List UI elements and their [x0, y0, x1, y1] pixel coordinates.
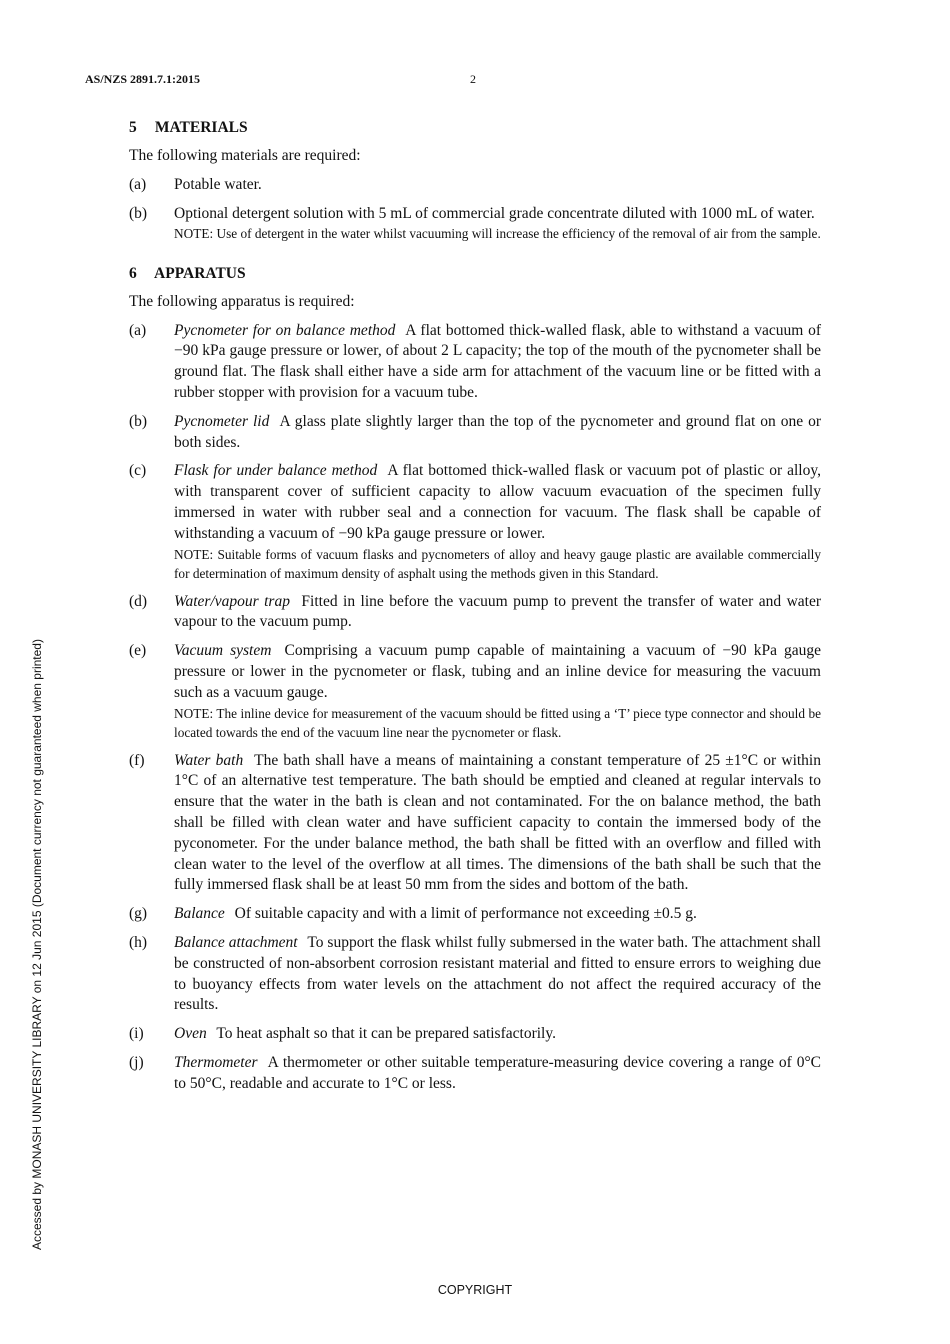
list-item — [129, 1024, 821, 1045]
item-term: Balance — [174, 905, 225, 923]
item-text: A flat bottomed thick-walled flask, able to withstand a vacuum of −90 kPa gauge pressure or lower, of about 2 L capacity; the top of the mouth of the pycnometer shall be ground flat. The flask shall either have a side arm for attachment of the vacuum line or be fitted with a rubber stopper with provision for a vacuum tube. — [174, 321, 821, 402]
copyright-footer: COPYRIGHT — [437, 1283, 513, 1297]
list-item — [129, 461, 821, 583]
item-text: Comprising a vacuum pump capable of maintaining a vacuum of −90 kPa gauge pressure or lower in the pycnometer or flask, tubing and an inline device for measuring the vacuum such as a vacuum gauge. — [174, 642, 822, 701]
list-item — [129, 904, 821, 925]
item-term: Balance attachment — [174, 934, 298, 952]
item-term: Vacuum system — [174, 642, 272, 660]
section-lead: The following apparatus is required: — [129, 292, 355, 310]
item-text: A glass plate slightly larger than the top of the pycnometer and ground flat on one or both sides. — [174, 412, 821, 451]
access-watermark: Accessed by MONASH UNIVERSITY LIBRARY on 12 Jun 2015 (Document currency not guaranteed when printed) — [30, 639, 44, 1250]
list-item — [129, 321, 821, 404]
item-label: (j) — [129, 1054, 144, 1071]
item-text: Of suitable capacity and with a limit of performance not exceeding ±0.5 g. — [234, 905, 697, 923]
item-label: (g) — [129, 905, 148, 923]
item-text: Potable water. — [174, 175, 262, 193]
item-note: NOTE: The inline device for measurement of the vacuum should be fitted using a ‘T’ piece type connector and should be located towards the end of the vacuum line near the pycnometer or flask. — [174, 705, 821, 741]
page-number: 2 — [470, 72, 476, 86]
item-note: NOTE: Use of detergent in the water whilst vacuuming will increase the efficiency of the removal of air from the sample. — [174, 226, 821, 242]
item-text: A thermometer or other suitable temperature-measuring device covering a range of 0°C to 50°C, readable and accurate to 1°C or less. — [174, 1054, 821, 1092]
item-term: Thermometer — [174, 1054, 258, 1071]
item-label: (e) — [129, 642, 147, 660]
list-item — [129, 592, 821, 634]
list-item — [129, 933, 821, 1016]
item-label: (b) — [129, 204, 148, 222]
list-item — [129, 641, 821, 742]
document-body — [129, 118, 821, 1103]
item-term: Oven — [174, 1025, 207, 1043]
list-item — [129, 1053, 821, 1095]
section-heading-materials: 5 MATERIALS — [129, 119, 248, 136]
item-text: To heat asphalt so that it can be prepared satisfactorily. — [216, 1025, 556, 1043]
item-label: (b) — [129, 412, 148, 430]
list-item — [129, 412, 821, 454]
item-note: NOTE: Suitable forms of vacuum flasks and pycnometers of alloy and heavy gauge plastic are available commercially for determination of maximum density of asphalt using the methods given in this Standard. — [174, 546, 821, 582]
item-label: (c) — [129, 462, 147, 480]
list-item — [129, 175, 821, 196]
item-text: Fitted in line before the vacuum pump to prevent the transfer of water and water vapour to the vacuum pump. — [174, 592, 822, 631]
item-text: Optional detergent solution with 5 mL of commercial grade concentrate diluted with 1000 mL of water. — [174, 204, 815, 222]
list-item — [129, 751, 821, 897]
item-text: The bath shall have a means of maintaining a constant temperature of 25 ±1°C or within 1°C of an alternative test temperature. The bath should be emptied and cleaned at regular intervals to ensure that the water in the bath is clean and not contaminated. For the on balance method, the bath shall be filled with clean water and have sufficient capacity to contain the immersed body of the pyconometer. For the under balance method, the bath shall be fitted with an overflow and filled with clean water to the level of the overflow at all times. The dimensions of the bath shall be such that the fully immersed flask shall be at least 50 mm from the sides and bottom of the bath. — [174, 751, 821, 894]
list-item — [129, 204, 821, 244]
item-label: (d) — [129, 592, 148, 610]
item-term: Pycnometer for on balance method — [174, 321, 396, 339]
item-term: Flask for under balance method — [174, 462, 378, 480]
item-text: To support the flask whilst fully submersed in the water bath. The attachment shall be constructed of non-absorbent corrosion resistant material and fitted to ensure errors to weighing due to buoyancy effects from water levels on the attachment do not affect the required accuracy of the results. — [174, 934, 821, 1014]
section-lead: The following materials are required: — [129, 147, 361, 164]
item-label: (h) — [129, 934, 148, 952]
section-heading-apparatus: 6 APPARATUS — [129, 264, 246, 282]
item-term: Water/vapour trap — [174, 592, 290, 610]
item-term: Pycnometer lid — [174, 412, 270, 430]
item-label: (f) — [129, 751, 145, 769]
item-label: (a) — [129, 175, 147, 193]
item-label: (i) — [129, 1025, 144, 1043]
item-text: A flat bottomed thick-walled flask or vacuum pot of plastic or alloy, with transparent cover of sufficient capacity to allow vacuum evacuation of the specimen fully immersed in water with rubber seal and a connection for vacuum. The flask shall be capable of withstanding a vacuum of −90 kPa gauge pressure or lower. — [174, 462, 821, 542]
item-term: Water bath — [174, 751, 244, 769]
standard-number: AS/NZS 2891.7.1:2015 — [85, 72, 201, 86]
item-label: (a) — [129, 321, 147, 339]
